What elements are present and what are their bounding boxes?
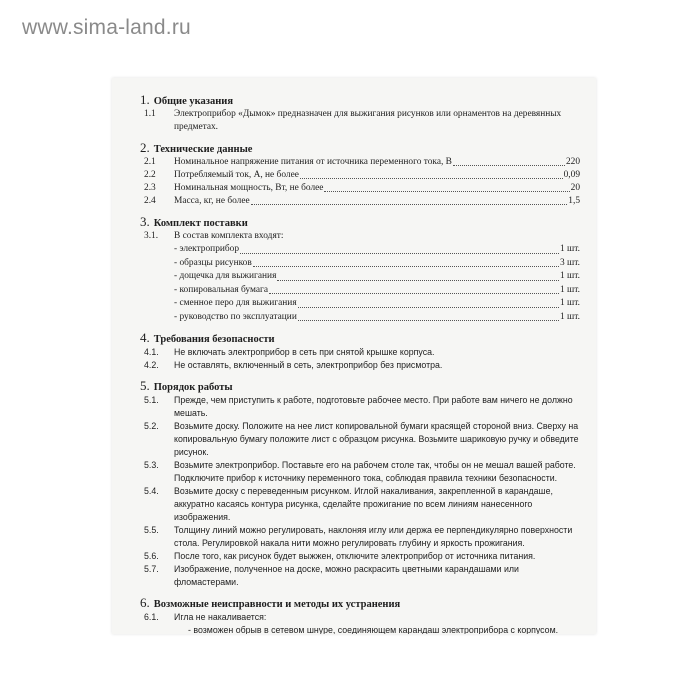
spec-value: 20 bbox=[570, 183, 580, 193]
section-number: 4. bbox=[140, 330, 150, 345]
kit-value: 1 шт. bbox=[560, 244, 580, 254]
section-number: 2. bbox=[140, 140, 150, 155]
item-text: Возьмите электроприбор. Поставьте его на рабочем столе так, чтобы он не мешал вашей работе. Подключите прибор к источнику переменного тока, соблюдая правила техники безопасности. bbox=[174, 460, 576, 483]
item-number: 6.1. bbox=[144, 612, 159, 622]
dot-leader bbox=[453, 156, 565, 166]
kit-row bbox=[140, 311, 580, 325]
sub-item: - возможен обрыв в сетевом шнуре, соединяющем карандаш электроприбора с корпусом. bbox=[188, 625, 559, 634]
section-6-heading bbox=[140, 595, 580, 611]
kit-value: 1 шт. bbox=[560, 298, 580, 308]
item-text: Возьмите доску с переведенным рисунком. Иглой накаливания, закрепленной в карандаше, аккуратно касаясь контура рисунка, сделайте прожигание по всем линиям нанесенного изображения. bbox=[174, 486, 553, 522]
item-number: 2.2 bbox=[144, 170, 156, 180]
dot-leader bbox=[300, 169, 563, 179]
spec-label: Номинальное напряжение питания от источника переменного тока, В bbox=[174, 157, 452, 167]
item-text: Не оставлять, включенный в сеть, электроприбор без присмотра. bbox=[174, 360, 443, 370]
item-text: Изображение, полученное на доске, можно раскрасить цветными карандашами или фломастерами. bbox=[174, 564, 519, 587]
item-number: 2.4 bbox=[144, 196, 156, 206]
kit-value: 1 шт. bbox=[560, 311, 580, 322]
dot-leader bbox=[251, 195, 568, 205]
item-number: 5.4. bbox=[144, 486, 159, 496]
kit-label: - копировальная бумага bbox=[174, 284, 268, 295]
item-text: После того, как рисунок будет выжжен, отключите электроприбор от источника питания. bbox=[174, 551, 536, 561]
section-1-heading bbox=[140, 92, 580, 108]
spec-row bbox=[140, 156, 580, 169]
item-number: 4.1. bbox=[144, 347, 159, 357]
dot-leader bbox=[253, 257, 559, 268]
list-item bbox=[140, 420, 580, 459]
item-text: Возьмите доску. Положите на нее лист копировальной бумаги красящей стороной вниз. Сверху на копировальную бумагу положите лист с образцом рисунка. Возьмите шариковую ручку и обведите рисунок. bbox=[174, 421, 579, 457]
dot-leader bbox=[324, 182, 569, 192]
instruction-sheet bbox=[112, 78, 596, 634]
kit-label: - электроприбор bbox=[174, 244, 240, 254]
list-item bbox=[140, 359, 580, 372]
dot-leader bbox=[298, 311, 559, 322]
section-title: Возможные неисправности и методы их устранения bbox=[153, 599, 401, 610]
list-item bbox=[140, 394, 580, 420]
sans-block bbox=[140, 330, 580, 634]
kit-row bbox=[140, 243, 580, 257]
list-item bbox=[140, 108, 580, 134]
kit-label: - образцы рисунков bbox=[174, 257, 252, 268]
item-number: 1.1 bbox=[144, 109, 156, 119]
item-number: 5.7. bbox=[144, 564, 159, 574]
item-number: 5.6. bbox=[144, 551, 159, 561]
item-text: Не включать электроприбор в сеть при снятой крышке корпуса. bbox=[174, 347, 435, 357]
list-item bbox=[140, 346, 580, 359]
spec-label: Масса, кг, не более bbox=[174, 196, 250, 206]
kit-value: 1 шт. bbox=[560, 271, 580, 281]
spec-row bbox=[140, 169, 580, 182]
dot-leader bbox=[269, 284, 559, 295]
kit-row bbox=[140, 270, 580, 284]
spec-label: Номинальная мощность, Вт, не более bbox=[174, 183, 324, 193]
item-number: 2.3 bbox=[144, 183, 156, 193]
section-3-heading bbox=[140, 214, 580, 230]
list-item bbox=[140, 230, 580, 243]
section-title: Общие указания bbox=[153, 96, 234, 107]
item-text: Прежде, чем приступить к работе, подготовьте рабочее место. При работе вам ничего не должно мешать. bbox=[174, 395, 573, 418]
item-number: 5.5. bbox=[144, 525, 159, 535]
section-number: 1. bbox=[140, 92, 150, 107]
section-4-heading bbox=[140, 330, 580, 346]
item-number: 5.3. bbox=[144, 460, 159, 470]
list-item bbox=[140, 550, 580, 563]
section-5-heading bbox=[140, 378, 580, 394]
item-number: 5.1. bbox=[144, 395, 159, 405]
dot-leader bbox=[277, 270, 559, 281]
kit-row bbox=[140, 297, 580, 311]
section-2-heading bbox=[140, 140, 580, 156]
section-number: 5. bbox=[140, 378, 150, 393]
item-text: В состав комплекта входят: bbox=[174, 231, 284, 241]
section-number: 6. bbox=[140, 595, 150, 610]
section-title: Комплект поставки bbox=[153, 218, 248, 229]
item-number: 3.1. bbox=[144, 231, 159, 241]
kit-row bbox=[140, 257, 580, 271]
item-number: 4.2. bbox=[144, 360, 159, 370]
spec-value: 220 bbox=[565, 157, 580, 167]
dot-leader bbox=[240, 243, 559, 254]
item-number: 2.1 bbox=[144, 157, 156, 167]
section-title: Технические данные bbox=[153, 144, 253, 155]
watermark: www.sima-land.ru bbox=[22, 16, 191, 39]
section-title: Требования безопасности bbox=[153, 334, 275, 345]
kit-label: - сменное перо для выжигания bbox=[174, 298, 297, 308]
item-number: 5.2. bbox=[144, 421, 159, 431]
section-number: 3. bbox=[140, 214, 150, 229]
sheet-content bbox=[140, 90, 580, 634]
list-item bbox=[140, 524, 580, 550]
item-text: Толщину линий можно регулировать, наклоняя иглу или держа ее перпендикулярно поверхности стола. Регулировкой накала нити можно регулировать глубину и яркость прожигания. bbox=[174, 525, 573, 548]
kit-label: - руководство по эксплуатации bbox=[174, 311, 297, 322]
list-item bbox=[140, 459, 580, 485]
item-text: Электроприбор «Дымок» предназначен для выжигания рисунков или орнаментов на деревянных предметах. bbox=[174, 109, 562, 132]
item-text: Игла не накаливается: bbox=[174, 612, 267, 622]
list-item bbox=[140, 485, 580, 524]
list-item bbox=[140, 611, 580, 624]
dot-leader bbox=[298, 297, 559, 308]
kit-value: 3 шт. bbox=[560, 257, 580, 268]
list-item bbox=[140, 563, 580, 589]
kit-label: - дощечка для выжигания bbox=[174, 271, 277, 281]
kit-value: 1 шт. bbox=[560, 284, 580, 295]
kit-row bbox=[140, 284, 580, 298]
section-title: Порядок работы bbox=[153, 382, 233, 393]
spec-label: Потребляемый ток, А, не более bbox=[174, 170, 299, 180]
spec-value: 1,5 bbox=[568, 196, 580, 206]
spec-row bbox=[140, 182, 580, 195]
spec-row bbox=[140, 195, 580, 208]
spec-value: 0,09 bbox=[563, 170, 580, 180]
